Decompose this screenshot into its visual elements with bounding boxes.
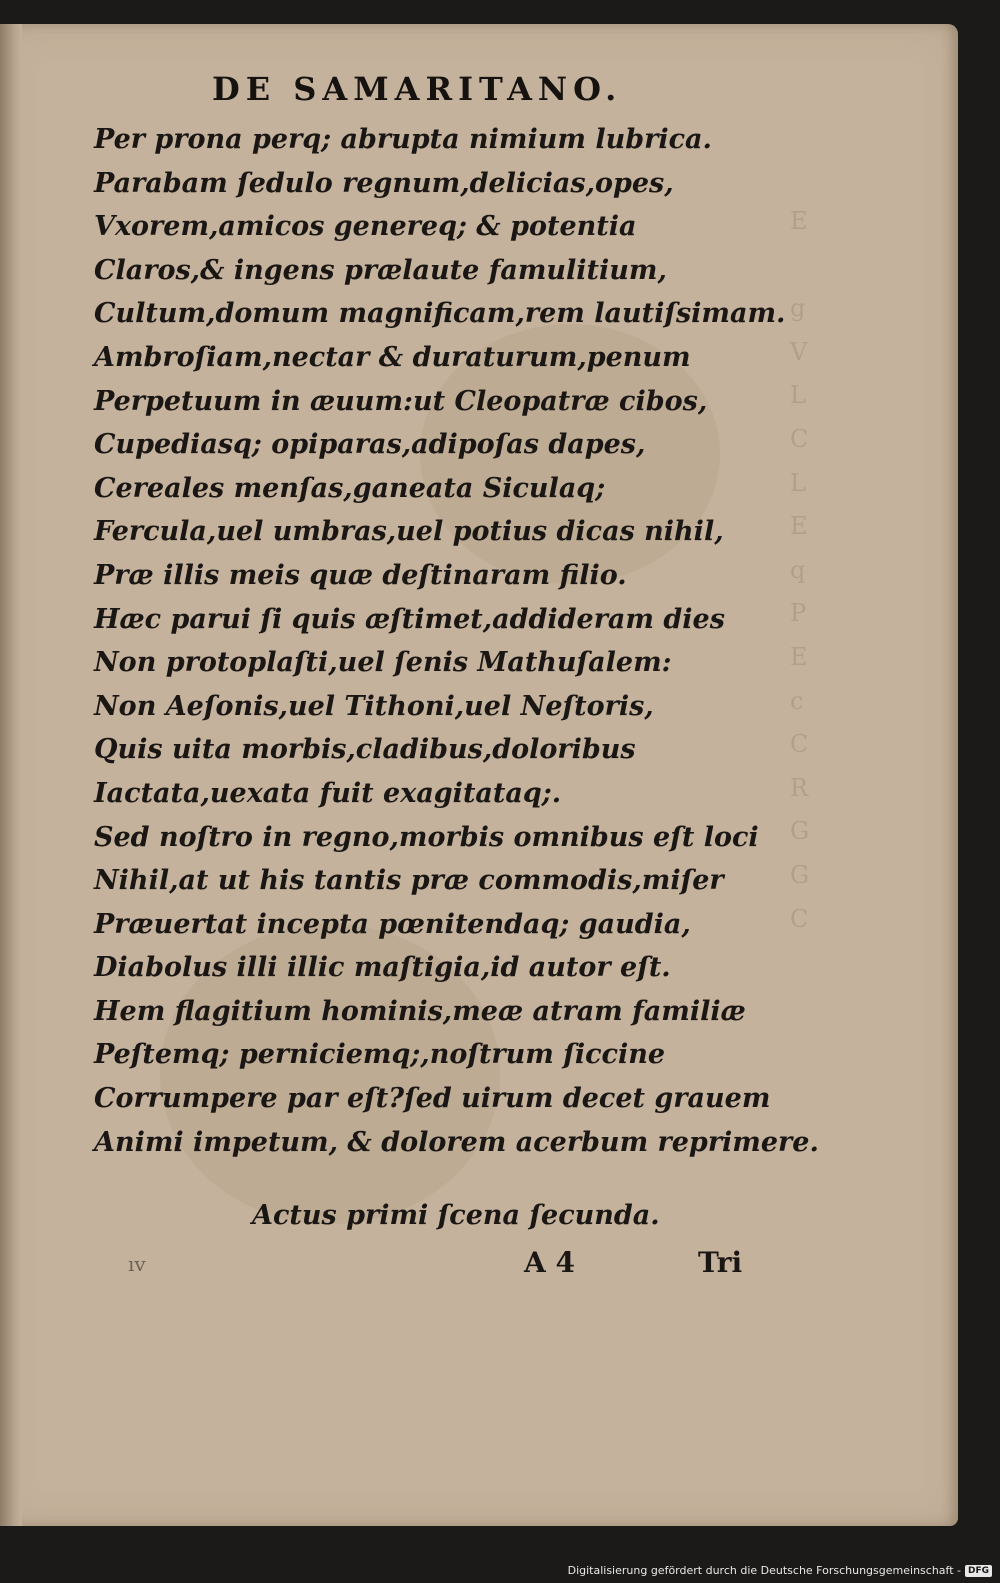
- binding-gutter: [0, 24, 22, 1526]
- verse-line: Cupediasq; opiparas,adipoſas dapes,: [94, 429, 646, 461]
- verse-line: Quis uita morbis,cladibus,doloribus: [94, 734, 636, 766]
- verse-line: Præuertat incepta pœnitendaq; gaudia,: [94, 908, 691, 940]
- verse-line: Sed noſtro in regno,morbis omnibus eſt loci: [94, 821, 759, 853]
- verse-line: Nihil,at ut his tantis præ commodis,miſer: [94, 865, 724, 897]
- verse-line: Hæc parui ſi quis æſtimet,addideram dies: [94, 603, 725, 635]
- verse-line: Parabam ſedulo regnum,delicias,opes,: [94, 167, 674, 199]
- handwritten-mark: ıv: [128, 1252, 146, 1276]
- verse-line: Diabolus illi illic maſtigia,id autor eſt.: [94, 952, 671, 984]
- verse-line: Fercula,uel umbras,uel potius dicas nihil,: [94, 516, 724, 548]
- digitization-credit: [568, 1564, 992, 1577]
- verse-line: Per prona perq; abrupta nimium lubrica.: [94, 124, 712, 155]
- verse-line: Non protoplaſti,uel ſenis Mathuſalem:: [94, 647, 672, 679]
- verse-line: Non Aeſonis,uel Tithoni,uel Neſtoris,: [94, 690, 654, 722]
- scene-heading: Actus primi ſcena ſecunda.: [252, 1200, 660, 1231]
- verse-line: Claros,& ingens prælaute famulitium,: [94, 254, 667, 286]
- dfg-logo-icon: DFG: [965, 1565, 992, 1577]
- verse-line: Perpetuum in æuum:ut Cleopatræ cibos,: [94, 385, 708, 417]
- verse-line: Vxorem,amicos genereq; & potentia: [94, 211, 637, 243]
- credit-text: Digitalisierung gefördert durch die Deutsche Forschungsgemeinschaft -: [567, 1564, 961, 1577]
- verse-line: Animi impetum, & dolorem acerbum reprimere.: [94, 1126, 819, 1158]
- verse-line: Peſtemq; perniciemq;,noſtrum ſiccine: [94, 1039, 666, 1071]
- verse-line: Cereales menſas,ganeata Siculaq;: [94, 472, 606, 504]
- signature-mark: A 4: [524, 1246, 575, 1279]
- running-title: DE SAMARITANO.: [212, 70, 623, 108]
- verse-line: Cultum,domum magnificam,rem lautiſsimam.: [94, 298, 786, 330]
- verse-line: Hem flagitium hominis,meæ atram familiæ: [94, 995, 746, 1027]
- catchword: Tri: [698, 1246, 743, 1279]
- verse-line: Præ illis meis quæ deſtinaram filio.: [94, 559, 627, 591]
- show-through-text: E g V L C L E q P E c C R G G C: [790, 207, 810, 933]
- verse-line: Ambroſiam,nectar & duraturum,penum: [94, 341, 691, 373]
- verse-line: Iactata,uexata fuit exagitataq;.: [94, 777, 562, 809]
- page-footer: [0, 1246, 958, 1286]
- verse-line: Corrumpere par eſt?ſed uirum decet grauem: [94, 1083, 771, 1115]
